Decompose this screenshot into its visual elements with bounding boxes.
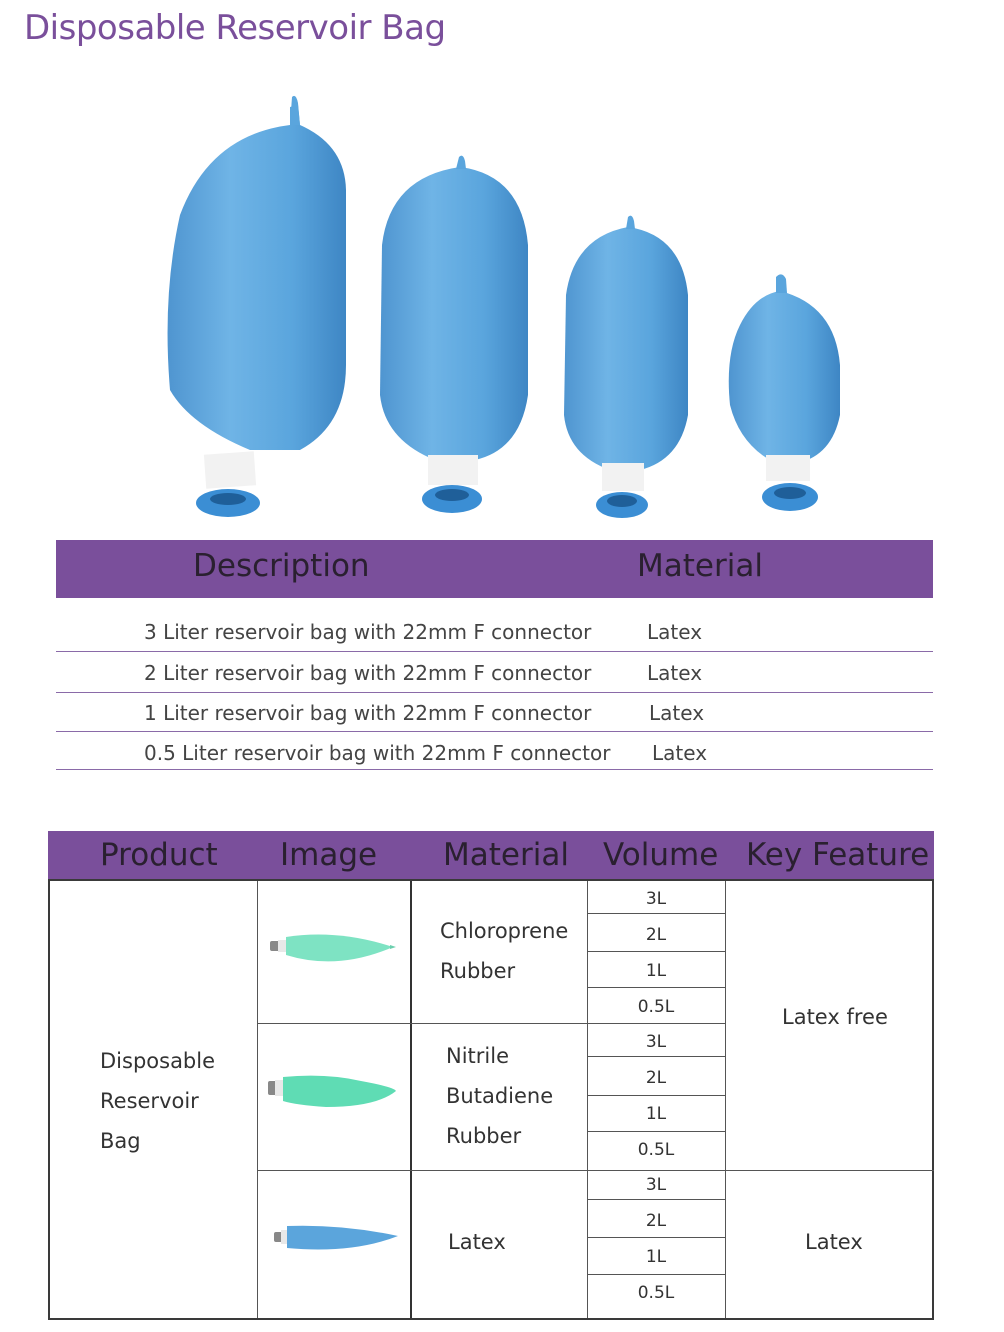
chloroprene-bag-icon [268,929,398,969]
row-material: Latex [652,741,708,765]
material-line: Latex [448,1230,506,1254]
header-material: Material [637,548,763,584]
grid-line [587,1131,726,1132]
table-row [56,652,933,693]
bag-1l-icon [564,216,688,518]
bag-3l-icon [168,96,346,517]
grid-line [257,1023,726,1024]
row-description: 3 Liter reservoir bag with 22mm F connector [144,620,592,644]
table-row [56,611,933,652]
volume-value: 3L [645,1032,667,1052]
nitrile-bag-icon [266,1071,400,1115]
spec-table-header [48,831,934,880]
product-name-line: Reservoir [100,1089,199,1113]
grid-line [587,1095,726,1096]
table-row [56,692,933,732]
bag-0-5l-icon [729,274,840,511]
header-product: Product [100,837,218,873]
bag-2l-icon [380,156,528,513]
spec-table-body [48,879,934,1320]
row-material: Latex [647,661,703,685]
grid-line [587,987,726,988]
volume-value: 1L [645,1247,667,1267]
grid-line [257,881,258,1318]
grid-line [587,1274,726,1275]
volume-value: 0.5L [637,1283,675,1303]
volume-value: 3L [645,889,667,909]
reservoir-bags-photo [150,95,870,535]
page-title: Disposable Reservoir Bag [24,8,446,48]
volume-value: 3L [645,1175,667,1195]
grid-line [587,1056,726,1057]
grid-line [410,881,412,1318]
header-key-feature: Key Feature [746,837,930,873]
latex-bag-icon [272,1218,402,1258]
volume-value: 1L [645,1104,667,1124]
row-material: Latex [649,701,705,725]
volume-value: 2L [645,925,667,945]
row-description: 2 Liter reservoir bag with 22mm F connector [144,661,592,685]
material-line: Nitrile [446,1044,509,1068]
description-table-header [56,540,933,598]
header-volume: Volume [603,837,719,873]
volume-value: 2L [645,1068,667,1088]
volume-value: 2L [645,1211,667,1231]
volume-value: 1L [645,961,667,981]
header-material: Material [443,837,569,873]
key-feature: Latex free [782,1005,888,1029]
grid-line [587,1237,726,1238]
product-name-line: Disposable [100,1049,216,1073]
grid-line [587,913,726,914]
grid-line [257,1170,934,1171]
material-line: Butadiene [446,1084,554,1108]
grid-line [725,881,726,1318]
material-line: Rubber [440,959,516,983]
table-row [56,732,933,770]
volume-value: 0.5L [637,1140,675,1160]
grid-line [587,1199,726,1200]
material-line: Chloroprene [440,919,569,943]
row-material: Latex [647,620,703,644]
volume-value: 0.5L [637,997,675,1017]
row-description: 1 Liter reservoir bag with 22mm F connector [144,701,592,725]
row-description: 0.5 Liter reservoir bag with 22mm F connector [144,741,611,765]
product-name-line: Bag [100,1129,141,1153]
header-image: Image [280,837,378,873]
key-feature: Latex [805,1230,863,1254]
header-description: Description [193,548,370,584]
grid-line [587,951,726,952]
material-line: Rubber [446,1124,522,1148]
